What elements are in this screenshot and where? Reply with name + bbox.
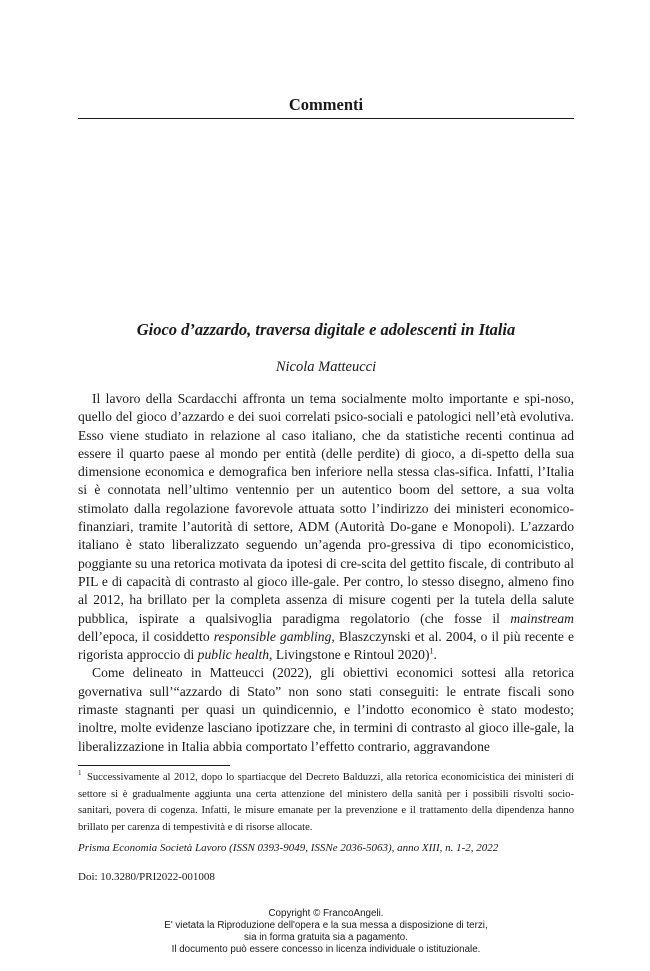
footnote-text: Successivamente al 2012, dopo lo spartiacque del Decreto Balduzzi, alla retorica economicistica dei ministeri di settore si è gradualmente aggiunta una certa attenzione del ministero della sanità per i possibili risvolti socio-sanitari, povera di cogenza. Infatti, le misure emanate per la prevenzione e il trattamento della dipendenza hanno brillato per carenza di tempestività e di risorse allocate. — [78, 772, 574, 833]
copyright-line-1: Copyright © FrancoAngeli. — [268, 908, 384, 919]
article-title: Gioco d’azzardo, traversa digitale e adolescenti in Italia — [136, 320, 516, 339]
footnote-rule — [78, 765, 230, 766]
copyright-line-3: sia in forma gratuita sia a pagamento. — [244, 932, 408, 943]
footnote — [78, 770, 574, 836]
paragraph-1-em-public: public health — [197, 647, 270, 663]
paragraph-1 — [78, 390, 574, 664]
footnote-number: 1 — [78, 769, 82, 778]
paragraph-1-text-b: dell’epoca, il cosiddetto — [78, 628, 214, 644]
journal-citation: Prisma Economia Società Lavoro (ISSN 0393-9049, ISSNe 2036-5063), anno XIII, n. 1-2, 2022 — [78, 842, 499, 854]
paragraph-1-em-mainstream: mainstream — [510, 610, 574, 626]
paragraph-1-text-d: , Livingstone e Rintoul 2020) — [269, 647, 430, 663]
paragraph-1-text-a: Il lavoro della Scardacchi affronta un tema socialmente molto importante e spi-noso, quello del gioco d’azzardo e dei suoi correlati psico-sociali e patologici nell’età evolutiva. Esso viene studiato in relazione al caso italiano, che da statistiche recenti continua ad essere il quarto paese al mondo per entità (delle perdite) di gioco, a di-spetto della sua dimensione economica e demografica ben inferiore nella stessa clas-sifica. Infatti, l’Italia si è connotata nell’ultimo ventennio per un autentico boom del settore, a sua volta stimolato dalla regolazione favorevole attuata sotto l’indirizzo dei ministeri economico-finanziari, tramite l’autorità di settore, ADM (Autorità Do-gane e Monopoli). L’azzardo italiano è stato liberalizzato seguendo un’agenda pro-gressiva di tipo economicistico, poggiante su una retorica motivata da ipotesi di cre-scita del gettito fiscale, di contributo al PIL e di capacità di contrasto al gioco ille-gale. Per contro, lo stesso disegno, almeno fino al 2012, ha brillato per la completa assenza di misure cogenti per la tutela della salute pubblica, ispirate a qualsivoglia paradigma regolatorio (che fosse il — [78, 391, 574, 626]
header-rule — [78, 118, 574, 119]
copyright-line-4: Il documento può essere concesso in licenza individuale o istituzionale. — [171, 944, 481, 955]
copyright-notice — [78, 908, 574, 956]
footnote-ref[interactable]: 1 — [429, 646, 434, 656]
doi: Doi: 10.3280/PRI2022-001008 — [78, 871, 215, 883]
copyright-line-2: E' vietata la Riproduzione dell'opera e la sua messa a disposizione di terzi, — [164, 920, 488, 931]
paragraph-1-text-e: . — [433, 647, 437, 663]
article-author: Nicola Matteucci — [275, 359, 377, 375]
paragraph-2: Come delineato in Matteucci (2022), gli obiettivi economici sottesi alla retorica governativa sull’“azzardo di Stato” non sono stati conseguiti: le entrate fiscali sono rimaste stagnanti per quasi un quindicennio, e l’indotto economico è stato modesto; inoltre, molte evidenze lasciano ipotizzare che, in termini di contrasto al gioco ille-gale, la liberalizzazione in Italia abbia comportato l’effetto contrario, aggravandone — [78, 665, 574, 754]
paragraph-1-em-responsible: responsible gambling, — [213, 628, 335, 644]
article-body — [78, 390, 574, 756]
section-label: Commenti — [288, 95, 364, 114]
paragraph-1-text-c: Blaszczynski et al. 2004, o il più recente e rigorista approccio di — [78, 628, 574, 663]
